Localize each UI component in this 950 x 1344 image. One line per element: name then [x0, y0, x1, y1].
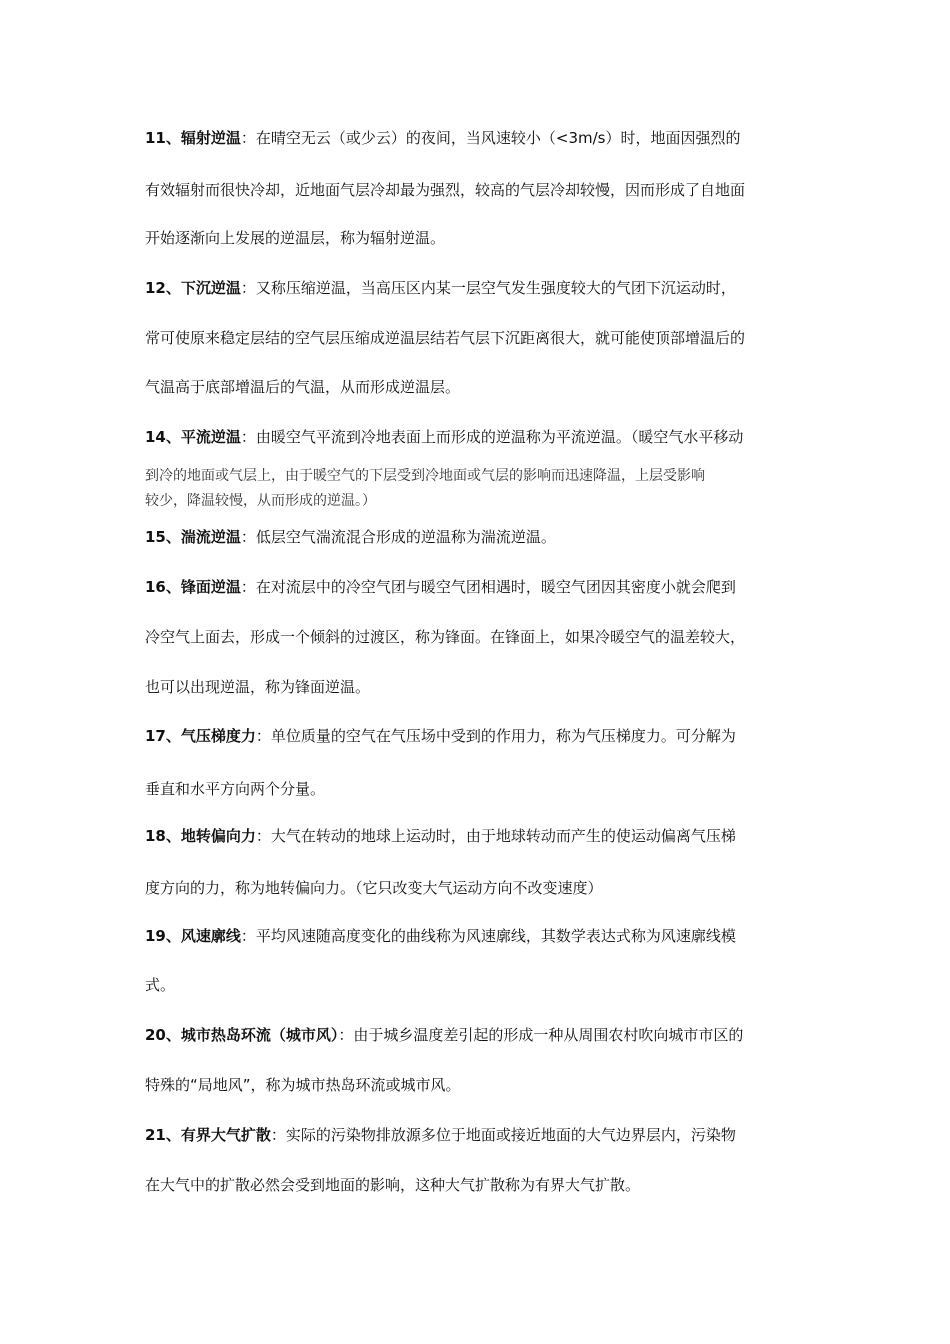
- entry-21-term: 21、有界大气扩散: [145, 1126, 271, 1144]
- entry-12-term: 12、下沉逆温: [145, 279, 241, 297]
- entry-16-line-1: [145, 576, 810, 598]
- entry-14-text-1: ：由暖空气平流到冷地表面上而形成的逆温称为平流逆温。（暖空气水平移动: [240, 428, 744, 446]
- entry-18-line-2: 度方向的力，称为地转偏向力。（它只改变大气运动方向不改变速度）: [145, 879, 603, 897]
- entry-16-text-1: ：在对流层中的冷空气团与暖空气团相遇时，暖空气团因其密度小就会爬到: [240, 578, 736, 596]
- entry-11-line-2: 有效辐射而很快冷却，近地面气层冷却最为强烈，较高的气层冷却较慢，因而形成了自地面: [145, 181, 746, 199]
- entry-16-line-2: 冷空气上面去，形成一个倾斜的过渡区，称为锋面。在锋面上，如果冷暖空气的温差较大，: [145, 628, 746, 646]
- entry-20-line-1: [145, 1024, 810, 1046]
- entry-15-text-1: ：低层空气湍流混合形成的逆温称为湍流逆温。: [240, 528, 556, 546]
- entry-11-term: 11、辐射逆温: [145, 129, 241, 147]
- entry-16-term: 16、锋面逆温: [145, 578, 241, 596]
- entry-14-line-2: 到冷的地面或气层上，由于暖空气的下层受到冷地面或气层的影响而迅速降温，上层受影响: [145, 468, 705, 484]
- entry-21-line-1: [145, 1124, 810, 1146]
- entry-20-text-1: ：由于城乡温度差引起的形成一种从周围农村吹向城市市区的: [338, 1026, 744, 1044]
- entry-14-line-1: [145, 426, 810, 448]
- entry-11-line-1: [145, 127, 810, 149]
- entry-12-line-1: [145, 277, 810, 299]
- entry-14-line-3: 较少，降温较慢，从而形成的逆温。）: [145, 493, 376, 509]
- entry-17-line-1: [145, 725, 810, 747]
- entry-11-text-1: ：在晴空无云（或少云）的夜间，当风速较小（<3m/s）时，地面因强烈的: [240, 129, 741, 147]
- entry-14-term: 14、平流逆温: [145, 428, 241, 446]
- entry-20-term: 20、城市热岛环流（城市风）: [145, 1026, 339, 1044]
- entry-19-line-2: 式。: [145, 976, 176, 994]
- entry-12-line-2: 常可使原来稳定层结的空气层压缩成逆温层结若气层下沉距离很大，就可能使顶部增温后的: [145, 329, 746, 347]
- entry-12-line-3: 气温高于底部增温后的气温，从而形成逆温层。: [145, 378, 461, 396]
- entry-19-term: 19、风速廓线: [145, 927, 241, 945]
- entry-12-text-1: ：又称压缩逆温，当高压区内某一层空气发生强度较大的气团下沉运动时，: [240, 279, 736, 297]
- entry-18-term: 18、地转偏向力: [145, 827, 256, 845]
- entry-15-line-1: [145, 526, 810, 548]
- entry-11-line-3: 开始逐渐向上发展的逆温层，称为辐射逆温。: [145, 229, 446, 247]
- entry-17-line-2: 垂直和水平方向两个分量。: [145, 780, 326, 798]
- entry-19-line-1: [145, 925, 810, 947]
- entry-18-text-1: ：大气在转动的地球上运动时，由于地球转动而产生的使运动偏离气压梯: [255, 827, 736, 845]
- entry-21-text-1: ：实际的污染物排放源多位于地面或接近地面的大气边界层内，污染物: [270, 1126, 736, 1144]
- entry-17-term: 17、气压梯度力: [145, 727, 256, 745]
- entry-16-line-3: 也可以出现逆温，称为锋面逆温。: [145, 678, 371, 696]
- entry-21-line-2: 在大气中的扩散必然会受到地面的影响，这种大气扩散称为有界大气扩散。: [145, 1176, 641, 1194]
- entry-18-line-1: [145, 825, 810, 847]
- entry-15-term: 15、湍流逆温: [145, 528, 241, 546]
- entry-17-text-1: ：单位质量的空气在气压场中受到的作用力，称为气压梯度力。可分解为: [255, 727, 736, 745]
- entry-19-text-1: ：平均风速随高度变化的曲线称为风速廓线，其数学表达式称为风速廓线模: [240, 927, 736, 945]
- entry-20-line-2: 特殊的“局地风”，称为城市热岛环流或城市风。: [145, 1076, 461, 1094]
